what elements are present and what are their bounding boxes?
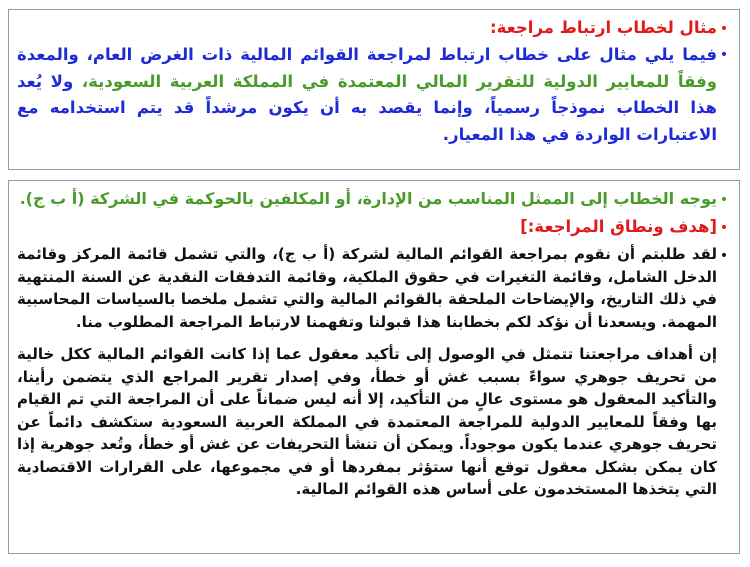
- example-letter-box: [8, 9, 740, 170]
- objective-heading-row: [17, 215, 731, 241]
- addressee-row: [17, 187, 731, 213]
- bullet-icon: •: [719, 192, 729, 208]
- para1-row: [17, 243, 731, 333]
- bullet-icon: •: [719, 21, 729, 37]
- intro-row: [17, 42, 731, 148]
- scope-paragraph: لقد طلبتم أن نقوم بمراجعة القوائم المالية لشركة (أ ب ج)، والتي تشمل قائمة المركز وقائمة الدخل الشامل، وقائمة التغيرات في حقوق الملكية، وقائمة التدفقات النقدية عن السنة المنتهية في ذلك التاريخ، والإيضاحات الملحقة بالقوائم المالية والتي تشمل ملخصا بالسياسات المحاسبية المهمة. ويسعدنا أن نؤكد لكم بخطابنا هذا قبولنا وتفهمنا لارتباط المراجعة المطلوب منا.: [17, 245, 717, 331]
- objective-heading: [هدف ونطاق المراجعة:]: [520, 217, 717, 236]
- intro-paragraph: [17, 42, 717, 148]
- letter-body-box: [8, 180, 740, 554]
- objectives-paragraph: إن أهداف مراجعتنا تتمثل في الوصول إلى تأكيد معقول عما إذا كانت القوائم المالية ككل خالية من تحريف جوهري سواءً بسبب غش أو خطأ، وفي إصدار تقرير المراجع الذي يتضمن رأينا، والتأكيد المعقول هو مستوى عالٍ من التأكيد، إلا أنه ليس ضماناً على أن المراجعة التي تم القيام بها وفقاً للمعايير الدولية للمراجعة المعتمدة في المملكة العربية السعودية ستكشف دائماً عن تحريف جوهري عندما يكون موجوداً. ويمكن أن تنشأ التحريفات عن غش أو خطأ، وتُعد جوهرية إذا كان يمكن بشكل معقول توقع أنها ستؤثر بمفردها أو في مجموعها، على القرارات الاقتصادية التي يتخذها المستخدمون على أساس هذه القوائم المالية.: [17, 345, 717, 498]
- addressee-text: يوجه الخطاب إلى الممثل المناسب من الإدارة، أو المكلفين بالحوكمة في الشركة (أ ب ج).: [19, 189, 717, 208]
- intro-suffix: ولا يُعد هذا الخطاب نموذجاً رسمياً، وإنما يقصد به أن يكون مرشداً قد يتم استخدامه مع الاعتبارات الواردة في هذا المعيار.: [17, 71, 717, 144]
- bullet-icon: •: [719, 220, 729, 236]
- intro-prefix: فيما يلي مثال على خطاب ارتباط لمراجعة القوائم المالية ذات الغرض العام، والمعدة: [17, 45, 717, 64]
- section-heading: مثال لخطاب ارتباط مراجعة:: [490, 18, 717, 37]
- bullet-icon: •: [719, 47, 729, 63]
- bullet-icon: •: [719, 248, 729, 264]
- intro-highlight: وفقاً للمعايير الدولية للتقرير المالي المعتمدة في المملكة العربية السعودية،: [81, 71, 718, 91]
- heading-row: [17, 16, 731, 42]
- para2-row: [17, 333, 731, 501]
